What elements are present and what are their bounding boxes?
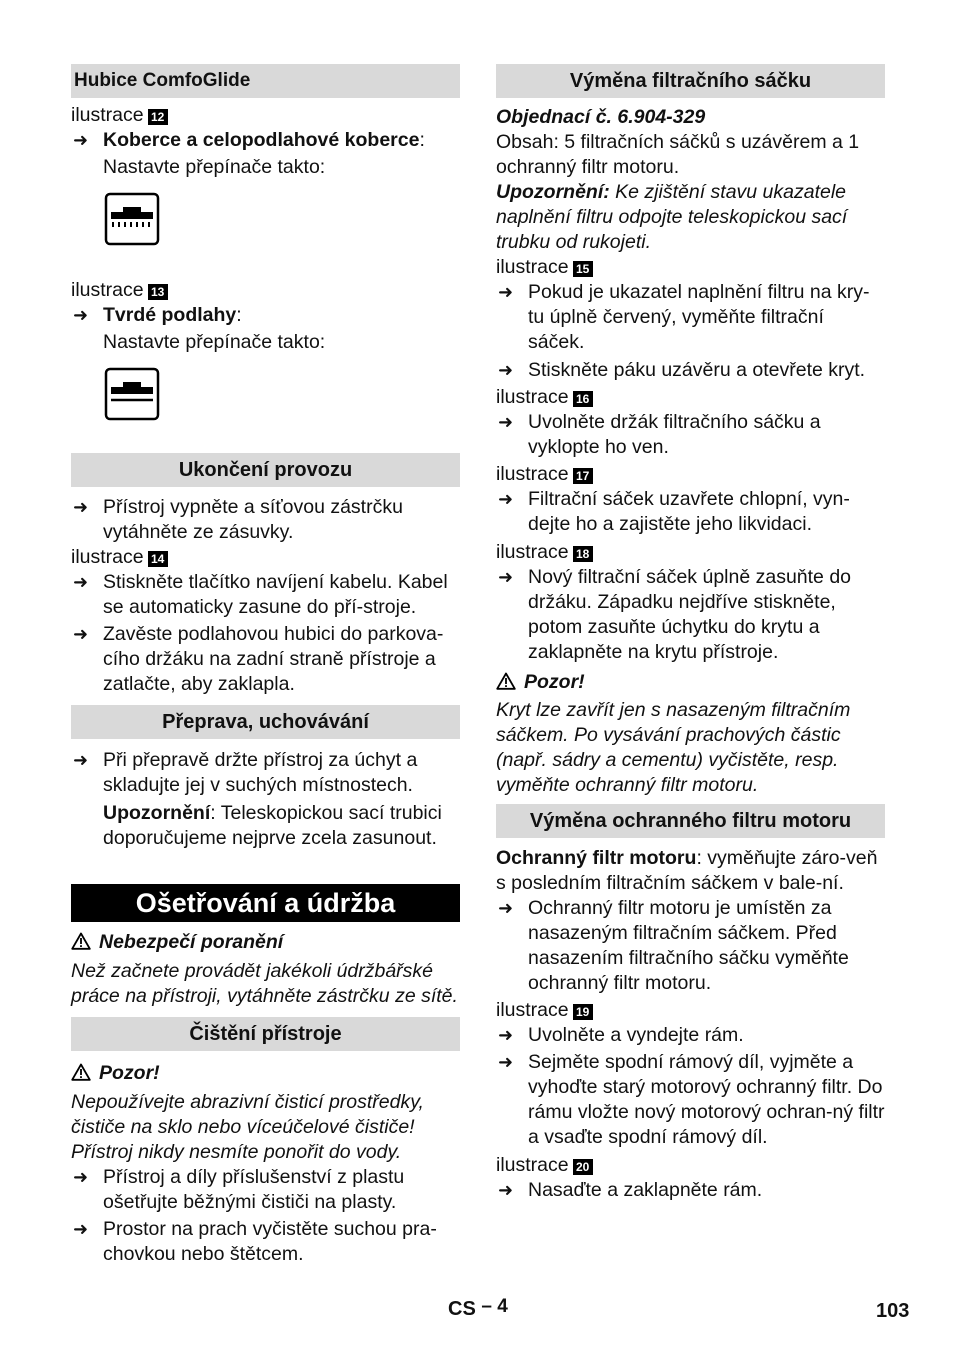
figure-ref: ilustrace 14 — [71, 545, 460, 570]
section-header-transport: Přeprava, uchovávání — [71, 705, 460, 739]
figure-ref: ilustrace 17 — [496, 462, 885, 487]
motor-filter-step-3: ➜ Sejměte spodní rámový díl, vyjměte a vyhoďte starý motorový ochranný filtr. Do rámu vložte nový motorový ochran-ný filtr a vsaďte spodní rámový díl. — [496, 1050, 885, 1150]
footer-language-page: CS – 4 — [448, 1296, 508, 1320]
package-content: Obsah: 5 filtračních sáčků s uzávěrem a 1 ochranný filtr motoru. — [496, 131, 860, 178]
section-header-comfoglide: Hubice ComfoGlide — [71, 64, 460, 98]
set-switches-text: Nastavte přepínače takto: — [103, 156, 326, 178]
figure-number-badge: 13 — [148, 284, 168, 300]
caution-heading: Pozor! — [496, 670, 885, 695]
filter-step-5: ➜ Nový filtrační sáček úplně zasuňte do držáku. Západku nejdříve stiskněte, potom zasuňte úchytku do krytu a zaklapněte na krytu přístroje. — [496, 565, 885, 665]
shutdown-step-1: ➜ Přístroj vypněte a síťovou zástrčku vytáhněte ze zásuvky. — [71, 495, 460, 545]
warning-triangle-icon — [71, 1063, 91, 1081]
filter-step-3: ➜ Uvolněte držák filtračního sáčku a vyklopte ho ven. — [496, 410, 885, 460]
filter-step-1: ➜ Pokud je ukazatel naplnění filtru na kry-tu úplně červený, vyměňte filtrační sáček. — [496, 280, 885, 355]
figure-number-badge: 12 — [148, 109, 168, 125]
figure-number-badge: 15 — [573, 261, 593, 277]
figure-ref: ilustrace 15 — [496, 255, 885, 280]
danger-heading: Nebezpečí poranění — [71, 930, 460, 955]
instruction-carpet: ➜ Koberce a celopodlahové koberce: — [71, 128, 460, 153]
filter-step-2: ➜ Stiskněte páku uzávěru a otevřete kryt. — [496, 358, 885, 383]
right-column — [496, 64, 885, 1203]
motor-filter-step-2: ➜ Uvolněte a vyndejte rám. — [496, 1023, 885, 1048]
switch-carpet-icon — [104, 192, 160, 246]
motor-filter-step-1: ➜ Ochranný filtr motoru je umístěn za nasazeným filtračním sáčkem. Před nasazením filtračního sáčku vyměňte ochranný filtr motoru. — [496, 896, 885, 996]
figure-ref: ilustrace 12 — [71, 103, 460, 128]
figure-number-badge: 20 — [573, 1159, 593, 1175]
section-header-shutdown: Ukončení provozu — [71, 453, 460, 487]
motor-filter-step-4: ➜ Nasaďte a zaklapněte rám. — [496, 1178, 885, 1203]
section-header-filter-bag: Výměna filtračního sáčku — [496, 64, 885, 98]
figure-ref: ilustrace 13 — [71, 278, 460, 303]
transport-step-1: ➜ Při přepravě držte přístroj za úchyt a skladujte jej v suchých místnostech. — [71, 748, 460, 798]
page-footer — [0, 1297, 954, 1327]
caution-text: Nepoužívejte abrazivní čisticí prostředky, čističe na sklo nebo víceúčelové čističe! Přístroj nikdy nesmíte ponořit do vody. — [71, 1091, 424, 1163]
figure-number-badge: 19 — [573, 1004, 593, 1020]
section-header-cleaning: Čištění přístroje — [71, 1017, 460, 1051]
figure-number-badge: 17 — [573, 468, 593, 484]
shutdown-step-2: ➜ Stiskněte tlačítko navíjení kabelu. Kabel se automaticky zasune do pří-stroje. — [71, 570, 460, 620]
figure-ref: ilustrace 19 — [496, 998, 885, 1023]
figure-number-badge: 16 — [573, 391, 593, 407]
figure-number-badge: 14 — [148, 551, 168, 567]
caution-heading: Pozor! — [71, 1061, 460, 1086]
cleaning-step-2: ➜ Prostor na prach vyčistěte suchou pra-chovkou nebo štětcem. — [71, 1217, 460, 1267]
transport-note: Upozornění: Teleskopickou sací trubici doporučujeme nejprve zcela zasunout. — [103, 802, 442, 849]
filter-step-4: ➜ Filtrační sáček uzavřete chlopní, vyn-dejte ho a zajistěte jeho likvidaci. — [496, 487, 885, 537]
motor-filter-intro: Ochranný filtr motoru: vyměňujte záro-veň s posledním filtračním sáčkem v bale-ní. — [496, 847, 878, 894]
instruction-hard-floor: ➜ Tvrdé podlahy: — [71, 303, 460, 328]
section-header-motor-filter: Výměna ochranného filtru motoru — [496, 804, 885, 838]
page-number: 103 — [876, 1300, 910, 1322]
warning-triangle-icon — [496, 672, 516, 690]
figure-ref: ilustrace 20 — [496, 1153, 885, 1178]
figure-number-badge: 18 — [573, 546, 593, 562]
caution-text: Kryt lze zavřít jen s nasazeným filtračním sáčkem. Po vysávání prachových částic (např. sádry a cementu) vyčistěte, resp. vyměňte ochranný filtr motoru. — [496, 699, 851, 796]
filter-note: Upozornění: Ke zjištění stavu ukazatele naplnění filtru odpojte teleskopickou sací trubku od rukojeti. — [496, 181, 848, 253]
warning-triangle-icon — [71, 932, 91, 950]
shutdown-step-3: ➜ Zavěste podlahovou hubici do parkova-cího držáku na zadní straně přístroje a zatlačte, aby zaklapla. — [71, 622, 460, 697]
cleaning-step-1: ➜ Přístroj a díly příslušenství z plastu ošetřujte běžnými čističi na plasty. — [71, 1165, 460, 1215]
order-number: Objednací č. 6.904-329 — [496, 106, 706, 128]
left-column — [71, 64, 460, 1267]
chapter-title: Ošetřování a údržba — [71, 884, 460, 922]
set-switches-text: Nastavte přepínače takto: — [103, 331, 326, 353]
figure-ref: ilustrace 16 — [496, 385, 885, 410]
figure-ref: ilustrace 18 — [496, 540, 885, 565]
danger-text: Než začnete provádět jakékoli údržbářské práce na přístroji, vytáhněte zástrčku ze sítě. — [71, 960, 458, 1007]
switch-hard-floor-icon — [104, 367, 160, 421]
